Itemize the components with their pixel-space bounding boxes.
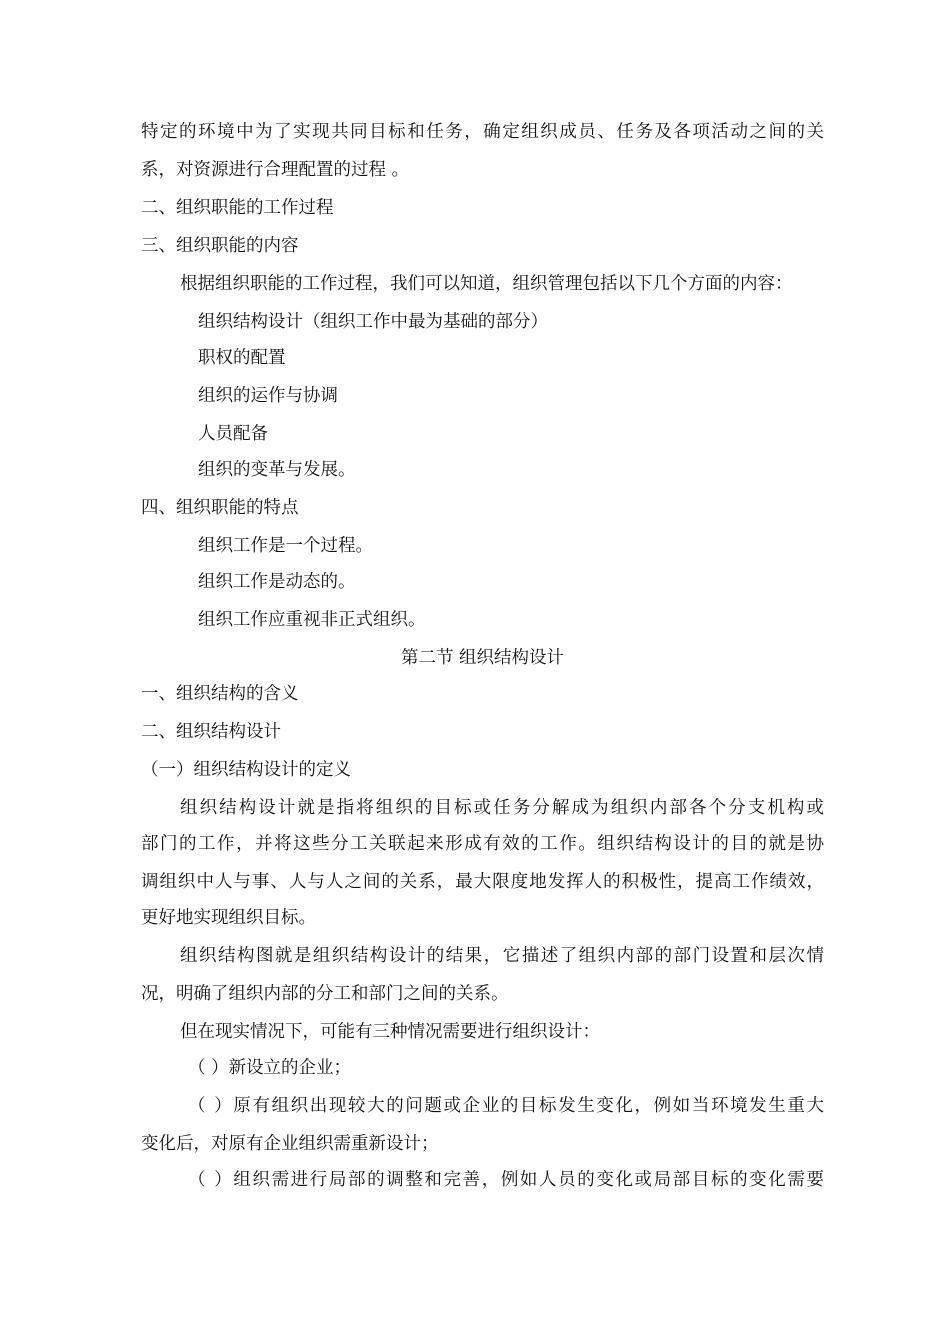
list-item: （ ）新设立的企业； bbox=[188, 1058, 352, 1078]
body-text-line: 系，对资源进行合理配置的过程 。 bbox=[141, 160, 410, 180]
section-heading: 二、组织结构设计 bbox=[141, 722, 281, 742]
chapter-section-title: 第二节 组织结构设计 bbox=[400, 648, 565, 668]
body-text-line: 组织结构设计就是指将组织的目标或任务分解成为组织内部各个分支机构或 bbox=[180, 798, 824, 818]
list-item: 组织工作应重视非正式组织。 bbox=[198, 610, 426, 630]
list-item: （ ）原有组织出现较大的问题或企业的目标发生变化，例如当环境发生重大 bbox=[188, 1096, 824, 1116]
list-item: 人员配备 bbox=[198, 424, 268, 444]
section-heading: 三、组织职能的内容 bbox=[141, 236, 299, 256]
list-item: 组织的运作与协调 bbox=[198, 386, 338, 406]
list-item: 组织结构设计（组织工作中最为基础的部分） bbox=[198, 312, 548, 332]
body-text-line: 调组织中人与事、人与人之间的关系，最大限度地发挥人的积极性，提高工作绩效， bbox=[141, 872, 824, 892]
list-item: （ ）组织需进行局部的调整和完善，例如人员的变化或局部目标的变化需要 bbox=[188, 1170, 824, 1190]
subsection-heading: （一）组织结构设计的定义 bbox=[141, 760, 351, 780]
list-item: 职权的配置 bbox=[198, 348, 286, 368]
list-item: 组织工作是一个过程。 bbox=[198, 536, 373, 556]
body-text-line: 况，明确了组织内部的分工和部门之间的关系。 bbox=[141, 984, 509, 1004]
body-text-line: 特定的环境中为了实现共同目标和任务，确定组织成员、任务及各项活动之间的关 bbox=[141, 122, 824, 142]
list-item: 组织的变革与发展。 bbox=[198, 460, 356, 480]
section-heading: 二、组织职能的工作过程 bbox=[141, 198, 334, 218]
body-text-line: 更好地实现组织目标。 bbox=[141, 908, 316, 928]
body-text-line: 根据组织职能的工作过程，我们可以知道，组织管理包括以下几个方面的内容： bbox=[180, 274, 793, 294]
body-text-line: 部门的工作，并将这些分工关联起来形成有效的工作。组织结构设计的目的就是协 bbox=[141, 834, 824, 854]
body-text-line: 组织结构图就是组织结构设计的结果，它描述了组织内部的部门设置和层次情 bbox=[180, 946, 824, 966]
section-heading: 四、组织职能的特点 bbox=[141, 498, 299, 518]
list-item: 组织工作是动态的。 bbox=[198, 572, 356, 592]
section-heading: 一、组织结构的含义 bbox=[141, 684, 299, 704]
body-text-line: 但在现实情况下，可能有三种情况需要进行组织设计： bbox=[180, 1022, 600, 1042]
body-text-line: 变化后，对原有企业组织需重新设计； bbox=[141, 1134, 439, 1154]
